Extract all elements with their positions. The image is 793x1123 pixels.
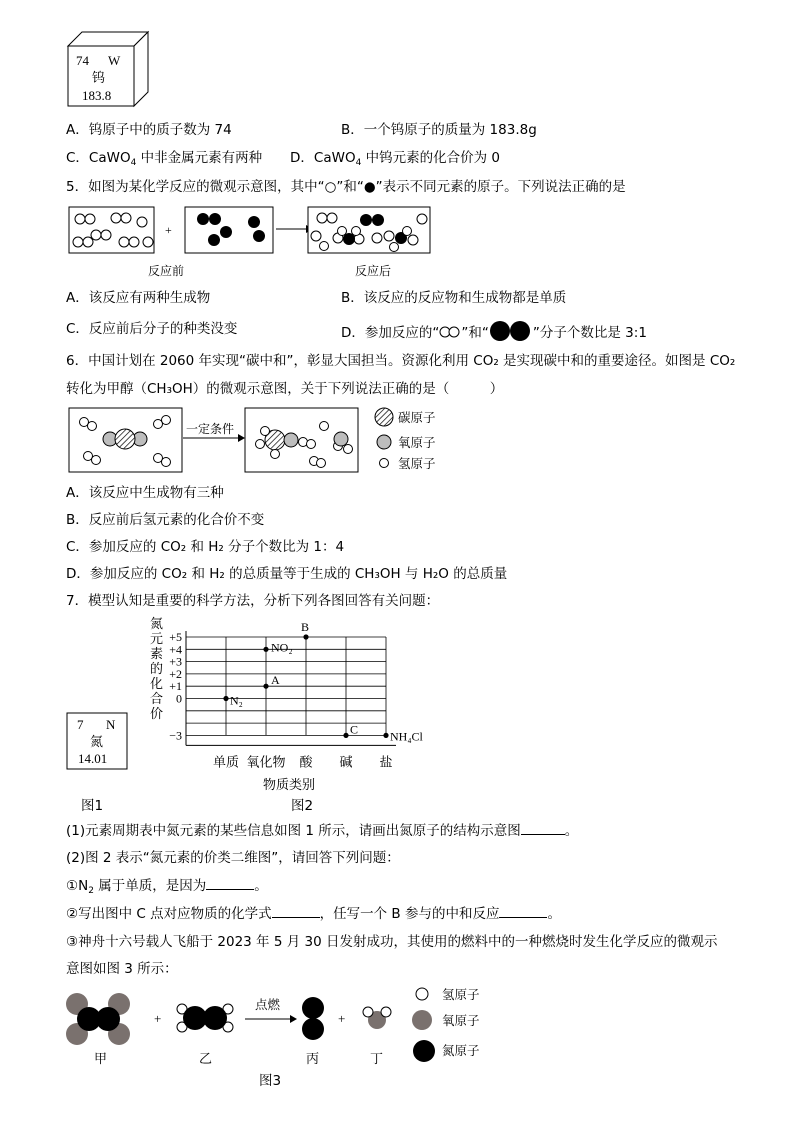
hydrogen-molecule-icon [439, 325, 461, 339]
data-point-label: C [350, 722, 359, 737]
x-category-label: 单质 [212, 755, 240, 771]
q7-sub2: ②写出图中 C 点对应物质的化学式 ，任写一个 B 参与的中和反应 。 [66, 906, 561, 922]
q6-legend-oxygen: 氧原子 [398, 435, 436, 450]
data-point [303, 634, 308, 639]
data-point-label: N₂ [230, 693, 243, 708]
q6-option-c: C．参加反应的 CO₂ 和 H₂ 分子个数比为 1：4 [66, 539, 345, 555]
y-tick-label: +4 [169, 642, 182, 657]
q5-option-a: A．该反应有两种生成物 [66, 290, 211, 306]
tungsten-number: 74 [76, 53, 89, 68]
q4-option-a: A．钨原子中的质子数为 74 [66, 122, 232, 138]
tungsten-symbol: W [108, 53, 121, 68]
data-point [223, 696, 228, 701]
fig1-label: 图1 [81, 798, 104, 814]
q6-legend-hydrogen: 氢原子 [398, 456, 436, 471]
fig3-legend-hydrogen: 氢原子 [442, 987, 480, 1002]
fig2-label: 图2 [291, 798, 314, 814]
data-point [263, 684, 268, 689]
tungsten-element-card [64, 28, 154, 110]
q5-reaction-diagram [66, 203, 436, 283]
q6-condition: 一定条件 [186, 422, 235, 436]
fig3-label-ding: 丁 [370, 1052, 384, 1067]
q6-reaction-diagram [66, 404, 456, 479]
data-point [343, 733, 348, 738]
fig3-label-yi: 乙 [199, 1052, 213, 1067]
data-point-label: NH₄Cl [390, 729, 423, 744]
nitrogen-element-card [66, 712, 130, 772]
fig3-reaction-diagram [62, 985, 502, 1095]
data-point-label: NO₂ [271, 640, 293, 655]
nitrogen-mass: 14.01 [78, 751, 108, 766]
q4-option-d: D．CaWO$_4$ 中钨元素的化合价为 0 [290, 150, 500, 168]
y-tick-label: −3 [169, 728, 182, 743]
q7-part2: (2)图 2 表示“氮元素的价类二维图”，请回答下列问题： [66, 850, 400, 866]
q4-option-b: B．一个钨原子的质量为 183.8g [341, 122, 537, 138]
molecule-jia [66, 993, 130, 1045]
q6-legend-carbon: 碳原子 [398, 410, 436, 425]
chart-ylabel: 氮元素的化合价 [150, 617, 164, 722]
x-category-label: 碱 [339, 755, 353, 771]
q5-after-label: 反应后 [355, 264, 392, 278]
fig3-label-bing: 丙 [306, 1052, 320, 1067]
x-category-label: 氧化物 [246, 755, 286, 771]
chart-xlabel: 物质类别 [263, 778, 316, 792]
y-tick-label: 0 [176, 691, 182, 706]
fig3-condition: 点燃 [255, 997, 281, 1012]
q7-sub3-line2: 意图如图 3 所示： [66, 961, 178, 977]
q6-option-d: D．参加反应的 CO₂ 和 H₂ 的总质量等于生成的 CH₃OH 与 H₂O 的总质量 [66, 566, 508, 582]
valence-class-chart [140, 612, 440, 792]
q5-option-d: D．参加反应的“ ”和“ ”分子个数比是 3:1 [341, 320, 647, 342]
q5-plus: + [165, 223, 172, 237]
y-tick-label: +2 [169, 666, 182, 681]
data-point [263, 647, 268, 652]
data-point-label: B [301, 620, 310, 634]
y-tick-label: +5 [169, 630, 182, 644]
fig3-plus-2: + [338, 1011, 346, 1026]
q5-stem: 5．如图为某化学反应的微观示意图，其中“○”和“●”表示不同元素的原子。下列说法正确的是 [66, 179, 626, 195]
fig3-label: 图3 [259, 1073, 282, 1089]
fig3-legend-nitrogen: 氮原子 [442, 1043, 480, 1058]
nitrogen-name: 氮 [90, 735, 104, 750]
x-category-label: 盐 [379, 755, 393, 771]
data-point-label: A [271, 673, 280, 688]
y-tick-label: +1 [169, 679, 182, 694]
fig3-label-jia: 甲 [94, 1052, 108, 1067]
tungsten-mass: 183.8 [82, 88, 112, 103]
q6-option-b: B．反应前后氢元素的化合价不变 [66, 512, 265, 528]
black-molecule-icon [489, 320, 533, 342]
molecule-yi [177, 1004, 233, 1032]
nitrogen-number: 7 [77, 717, 84, 732]
y-tick-label: +3 [169, 654, 182, 669]
q7-part1: (1)元素周期表中氮元素的某些信息如图 1 所示，请画出氮原子的结构示意图 。 [66, 823, 579, 839]
fig3-plus-1: + [154, 1011, 162, 1026]
x-category-label: 酸 [299, 755, 313, 771]
q5-option-c: C．反应前后分子的种类没变 [66, 321, 238, 337]
q6-stem-line2: 转化为甲醇（CH₃OH）的微观示意图，关于下列说法正确的是（ ） [66, 381, 504, 397]
q4-option-c: C．CaWO$_4$ 中非金属元素有两种 [66, 150, 263, 168]
q7-sub1: $①N_2$ 属于单质，是因为 。 [66, 878, 268, 896]
tungsten-name: 钨 [92, 71, 106, 86]
q5-before-label: 反应前 [148, 264, 185, 278]
q6-stem-line1: 6．中国计划在 2060 年实现“碳中和”，彰显大国担当。资源化利用 CO₂ 是实现碳中和的重要途径。如图是 CO₂ [66, 353, 736, 369]
q7-sub3-line1: ③神舟十六号载人飞船于 2023 年 5 月 30 日发射成功，其使用的燃料中的一种燃烧时发生化学反应的微观示 [66, 934, 718, 950]
q6-option-a: A．该反应中生成物有三种 [66, 485, 224, 501]
data-point [383, 733, 388, 738]
fig3-legend-oxygen: 氧原子 [442, 1013, 480, 1028]
q7-stem: 7．模型认知是重要的科学方法，分析下列各图回答有关问题： [66, 593, 440, 609]
nitrogen-symbol: N [106, 717, 116, 732]
q5-option-b: B．该反应的反应物和生成物都是单质 [341, 290, 567, 306]
